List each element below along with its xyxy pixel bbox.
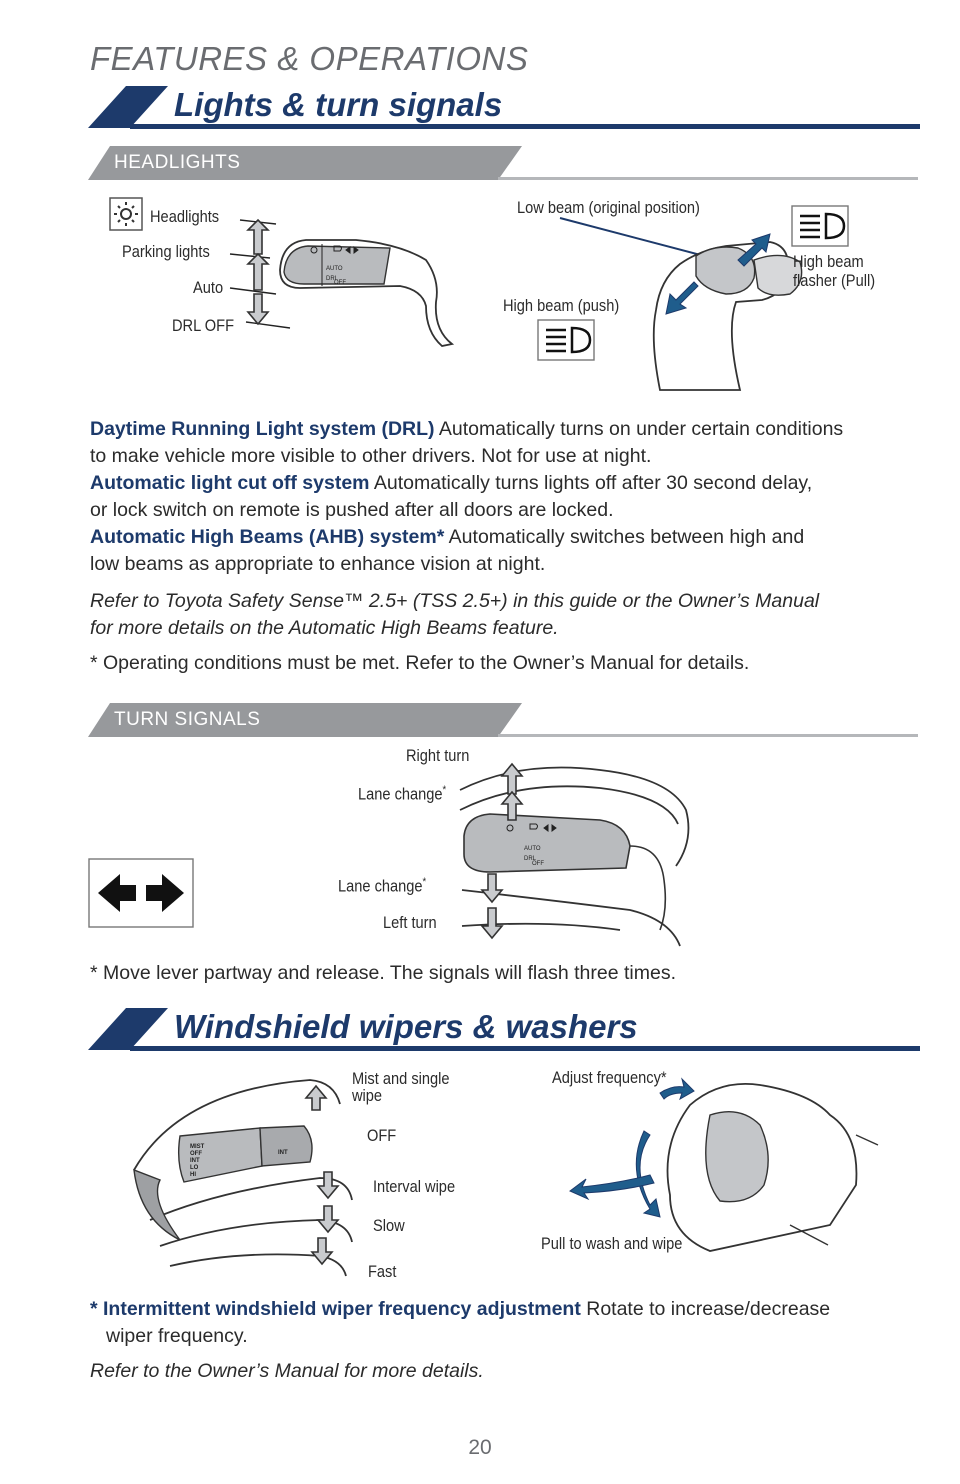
interval-wipe-label: Interval wipe [373, 1177, 456, 1196]
mist-label [352, 1070, 450, 1104]
wiper-mist-text: MIST [190, 1144, 205, 1150]
page-number: 20 [468, 1436, 492, 1459]
turn-signals-tab [88, 703, 918, 737]
drl-term: Daytime Running Light system (DRL) [90, 418, 435, 440]
lever-drl-text: DRL [326, 276, 339, 282]
high-beam-flasher-icon [792, 206, 848, 246]
wipers-heading [88, 1008, 920, 1052]
mist-line1: Mist and single [352, 1069, 450, 1088]
slow-label: Slow [373, 1216, 405, 1235]
lever-off-text: OFF [334, 280, 346, 286]
turn-lever-drl-text: DRL [524, 856, 537, 862]
tss-refer-line2: for more details on the Automatic High Beams feature. [90, 617, 559, 639]
ahb-desc-2: low beams as appropriate to enhance vision at night. [90, 553, 546, 575]
turn-signals-footnote: * Move lever partway and release. The signals will flash three times. [90, 962, 676, 984]
high-beam-flasher-line1: High beam [793, 252, 864, 271]
mist-line2: wipe [352, 1086, 383, 1105]
high-beam-flasher-label [793, 252, 875, 290]
parking-lights-label: Parking lights [122, 242, 210, 261]
auto-label: Auto [193, 278, 224, 297]
wiper-note-desc-2: wiper frequency. [106, 1325, 248, 1347]
lever-auto-text: AUTO [326, 266, 343, 272]
wiper-hi-text: HI [190, 1172, 196, 1178]
turn-lever-illustration [450, 750, 710, 950]
wiper-note-desc-1: Rotate to increase/decrease [580, 1298, 831, 1320]
washer-illustration [560, 1075, 880, 1255]
drl-paragraph [90, 416, 920, 578]
lane-change-down-label [338, 876, 426, 897]
lane-change-up-text: Lane change [358, 784, 443, 804]
operating-conditions-footnote: * Operating conditions must be met. Refer to the Owner’s Manual for details. [90, 652, 750, 674]
wiper-off-label: OFF [367, 1126, 397, 1145]
wiper-int2-text: INT [278, 1150, 288, 1156]
wiper-frequency-note [90, 1296, 920, 1350]
section-title: FEATURES & OPERATIONS [90, 40, 529, 77]
drl-desc-1: Automatically turns on under certain conditions [434, 418, 844, 440]
headlight-sun-icon [110, 198, 142, 230]
drl-off-label: DRL OFF [172, 316, 235, 335]
pull-to-wash-label: Pull to wash and wipe [541, 1234, 683, 1253]
turn-signals-tab-label: TURN SIGNALS [114, 709, 261, 730]
lights-heading-text: Lights & turn signals [174, 86, 503, 123]
lane-change-down-text: Lane change [338, 876, 423, 896]
wiper-int-text: INT [190, 1158, 200, 1164]
wiper-lever-illustration [120, 1070, 370, 1280]
lane-change-down-asterisk: * [422, 876, 427, 888]
ahb-term: Automatic High Beams (AHB) system* [90, 526, 445, 548]
high-beam-icon [538, 320, 594, 360]
headlights-label: Headlights [150, 207, 220, 226]
wipers-heading-text: Windshield wipers & washers [174, 1008, 638, 1045]
wiper-note-term: * Intermittent windshield wiper frequency adjustment [90, 1298, 581, 1320]
turn-signal-arrows-icon [88, 858, 194, 928]
cutoff-desc-2: or lock switch on remote is pushed after all doors are locked. [90, 499, 614, 521]
wiper-refer-note: Refer to the Owner’s Manual for more details. [90, 1360, 484, 1382]
headlights-tab [88, 146, 918, 180]
turn-lever-off-text: OFF [532, 861, 544, 867]
adjust-frequency-label: Adjust frequency* [552, 1068, 667, 1087]
turn-lever-auto-text: AUTO [524, 846, 541, 852]
tss-refer-note [90, 588, 920, 642]
wiper-off-text: OFF [190, 1151, 202, 1157]
left-turn-label: Left turn [383, 913, 437, 932]
cutoff-term: Automatic light cut off system [90, 472, 370, 494]
low-beam-label: Low beam (original position) [517, 198, 700, 217]
right-turn-label: Right turn [406, 746, 470, 765]
cutoff-desc-1: Automatically turns lights off after 30 second delay, [369, 472, 813, 494]
wiper-lo-text: LO [190, 1165, 199, 1171]
high-beam-flasher-line2: flasher (Pull) [793, 271, 876, 290]
tss-refer-line1: Refer to Toyota Safety Sense™ 2.5+ (TSS 2.5+) in this guide or the Owner’s Manual [90, 590, 820, 612]
fast-label: Fast [368, 1262, 397, 1281]
ahb-desc-1: Automatically switches between high and [444, 526, 805, 548]
headlights-tab-label: HEADLIGHTS [114, 152, 241, 173]
lights-heading [88, 86, 920, 130]
lane-change-up-asterisk: * [442, 784, 447, 796]
lane-change-up-label [358, 784, 446, 805]
drl-desc-2: to make vehicle more visible to other drivers. Not for use at night. [90, 445, 652, 467]
high-beam-push-label: High beam (push) [503, 296, 620, 315]
beam-illustration [500, 190, 920, 400]
